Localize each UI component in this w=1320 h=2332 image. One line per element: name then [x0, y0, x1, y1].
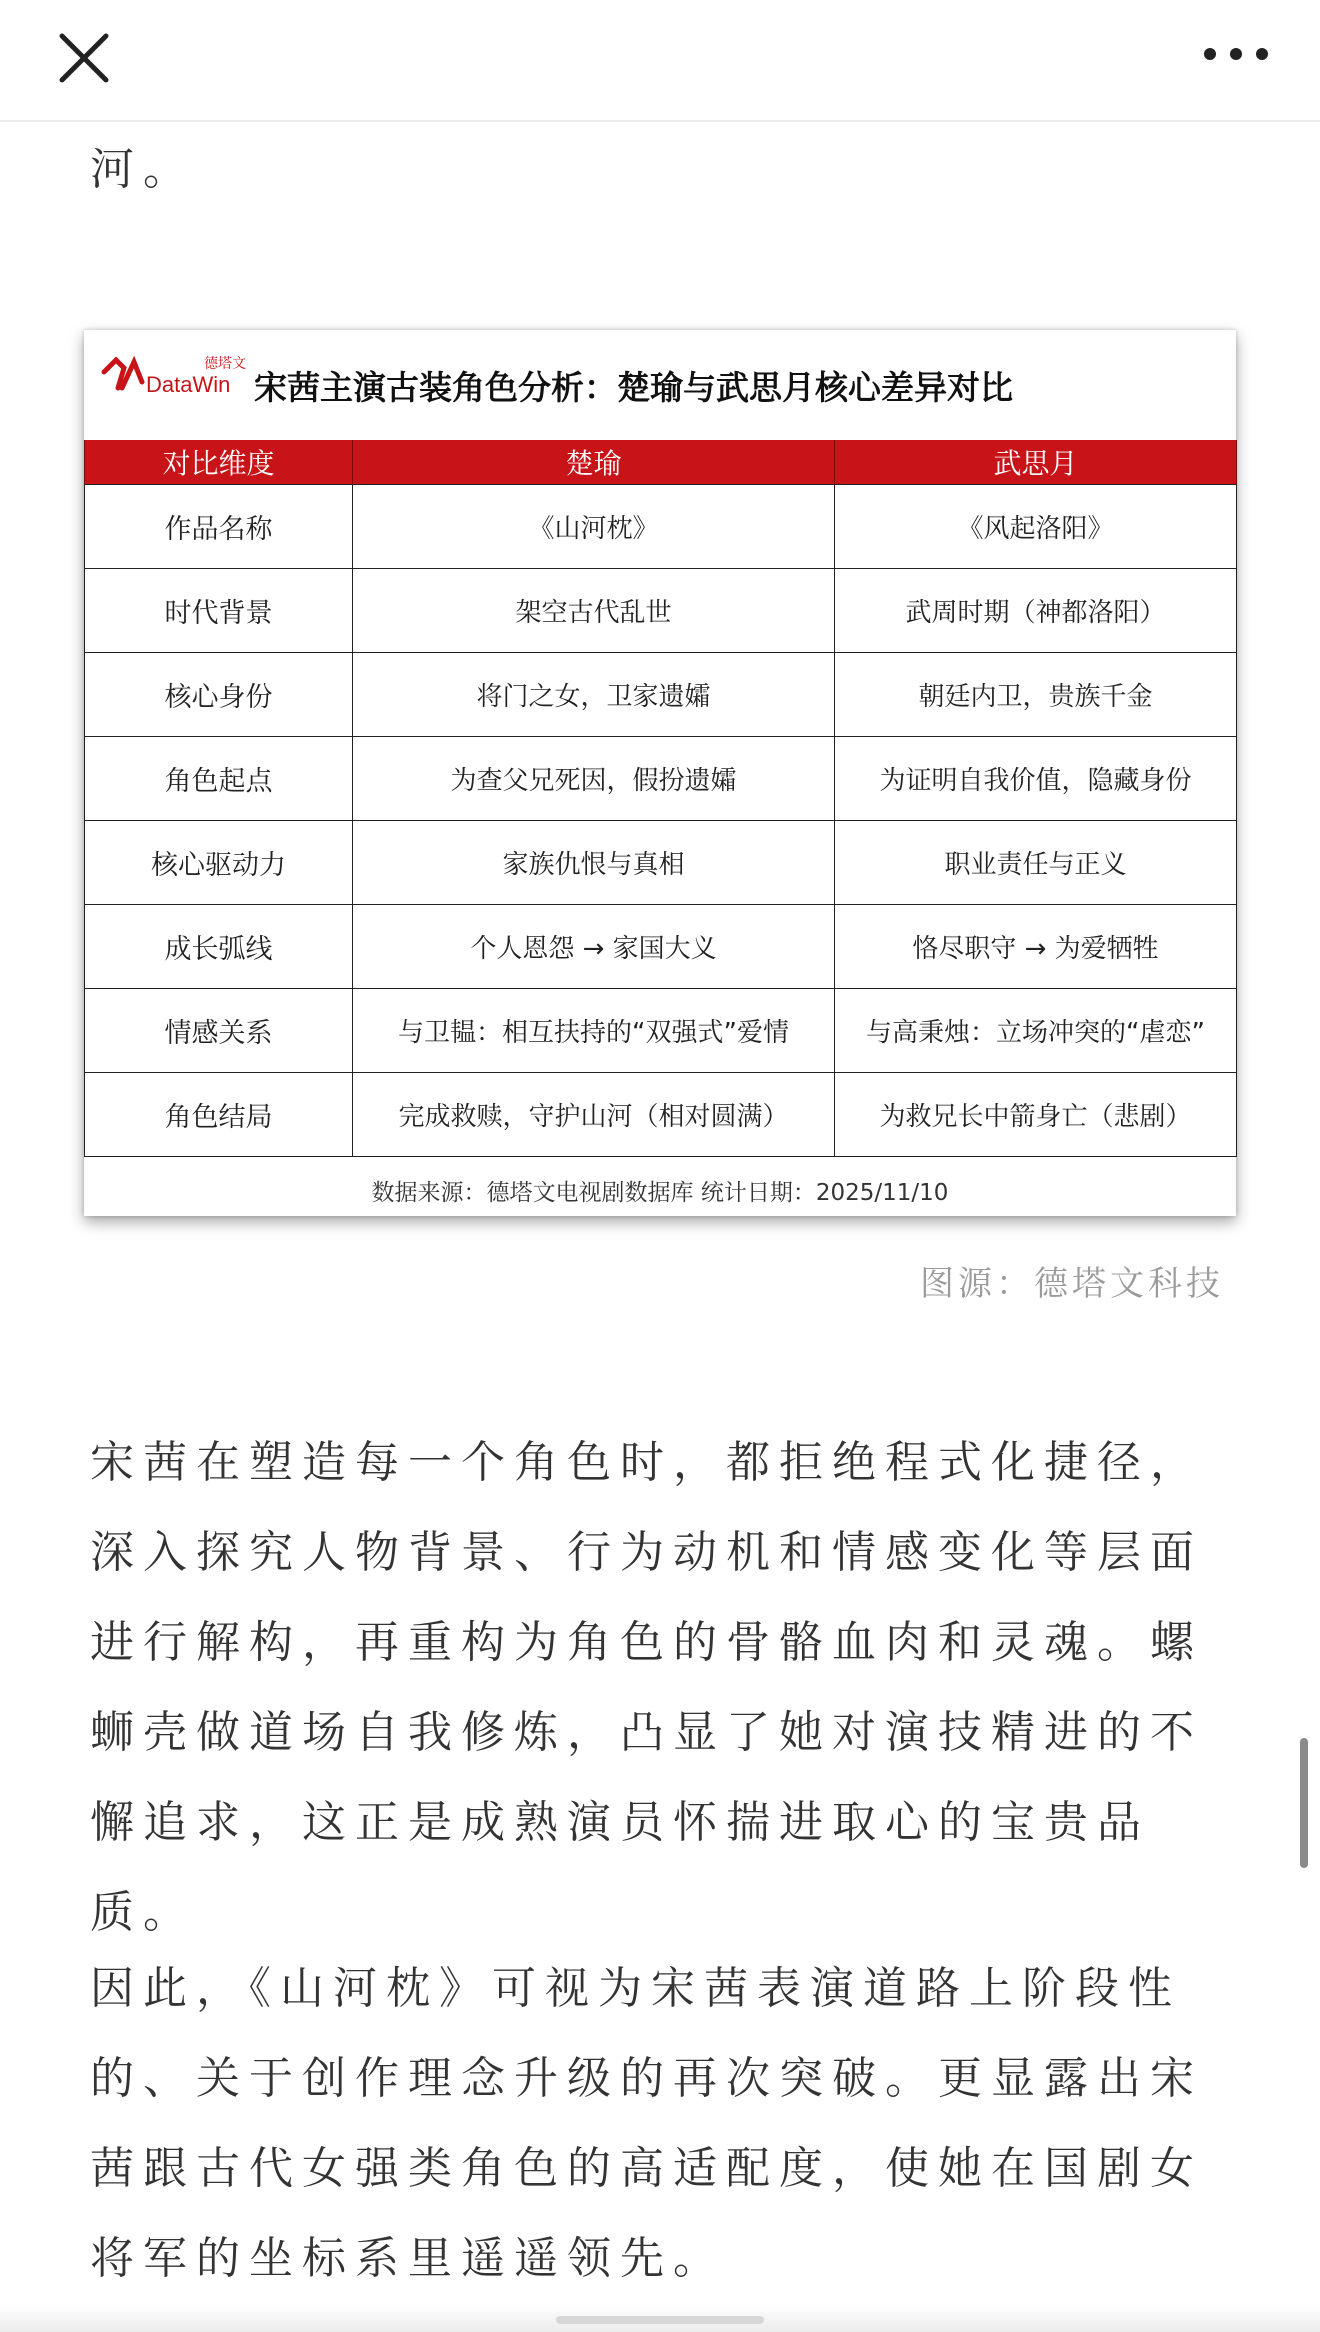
table-cell: 将门之女，卫家遗孀 — [353, 653, 835, 737]
table-cell: 职业责任与正义 — [835, 821, 1237, 905]
table-row — [85, 737, 1237, 821]
table-row — [85, 485, 1237, 569]
column-header: 楚瑜 — [353, 440, 835, 485]
table-header-row — [85, 440, 1237, 485]
home-indicator[interactable] — [556, 2316, 764, 2324]
table-cell: 《风起洛阳》 — [835, 485, 1237, 569]
close-icon — [52, 26, 116, 90]
comparison-figure[interactable] — [84, 330, 1236, 1216]
table-row — [85, 1073, 1237, 1157]
table-cell: 为查父兄死因，假扮遗孀 — [353, 737, 835, 821]
table-cell: 时代背景 — [85, 569, 353, 653]
table-cell: 作品名称 — [85, 485, 353, 569]
table-row — [85, 821, 1237, 905]
table-cell: 与高秉烛：立场冲突的“虐恋” — [835, 989, 1237, 1073]
table-cell: 核心驱动力 — [85, 821, 353, 905]
table-cell: 家族仇恨与真相 — [353, 821, 835, 905]
table-row — [85, 905, 1237, 989]
comparison-table — [84, 440, 1237, 1157]
paragraph-fragment: 河。 — [90, 144, 196, 195]
top-bar — [0, 0, 1320, 122]
column-header: 对比维度 — [85, 440, 353, 485]
more-options-button[interactable] — [1196, 26, 1276, 82]
scrollbar-thumb[interactable] — [1300, 1738, 1308, 1868]
column-header: 武思月 — [835, 440, 1237, 485]
logo-cn-text: 德塔文 — [204, 356, 246, 372]
table-cell: 《山河枕》 — [353, 485, 835, 569]
table-cell: 朝廷内卫，贵族千金 — [835, 653, 1237, 737]
table-cell: 完成救赎，守护山河（相对圆满） — [353, 1073, 835, 1157]
paragraph: 宋茜在塑造每一个角色时，都拒绝程式化捷径，深入探究人物背景、行为动机和情感变化等层面进行解构，再重构为角色的骨骼血肉和灵魂。螺蛳壳做道场自我修炼，凸显了她对演技精进的不懈追求，这正是成熟演员怀揣进取心的宝贵品质。 — [90, 1437, 1203, 1938]
table-cell: 成长弧线 — [85, 905, 353, 989]
table-cell: 武周时期（神都洛阳） — [835, 569, 1237, 653]
table-cell: 核心身份 — [85, 653, 353, 737]
table-row — [85, 569, 1237, 653]
more-dots-icon — [1196, 26, 1276, 82]
paragraph: 因此，《山河枕》可视为宋茜表演道路上阶段性的、关于创作理念升级的再次突破。更显露出宋茜跟古代女强类角色的高适配度，使她在国剧女将军的坐标系里遥遥领先。 — [90, 1963, 1203, 2284]
table-row — [85, 989, 1237, 1073]
table-cell: 为证明自我价值，隐藏身份 — [835, 737, 1237, 821]
figure-title: 宋茜主演古装角色分析：楚瑜与武思月核心差异对比 — [254, 368, 1013, 407]
table-cell: 个人恩怨 → 家国大义 — [353, 905, 835, 989]
datawin-logo — [98, 344, 258, 414]
table-cell: 恪尽职守 → 为爱牺牲 — [835, 905, 1237, 989]
figure-source-note: 数据来源：德塔文电视剧数据库 统计日期：2025/11/10 — [371, 1180, 949, 1206]
close-button[interactable] — [52, 26, 116, 90]
figure-header — [84, 330, 1236, 440]
table-cell: 情感关系 — [85, 989, 353, 1073]
table-cell: 架空古代乱世 — [353, 569, 835, 653]
table-cell: 角色结局 — [85, 1073, 353, 1157]
image-caption: 图源：德塔文科技 — [920, 1264, 1224, 1304]
table-cell: 为救兄长中箭身亡（悲剧） — [835, 1073, 1237, 1157]
table-row — [85, 653, 1237, 737]
table-cell: 角色起点 — [85, 737, 353, 821]
table-cell: 与卫韫：相互扶持的“双强式”爱情 — [353, 989, 835, 1073]
logo-en-text: DataWin — [146, 372, 231, 397]
